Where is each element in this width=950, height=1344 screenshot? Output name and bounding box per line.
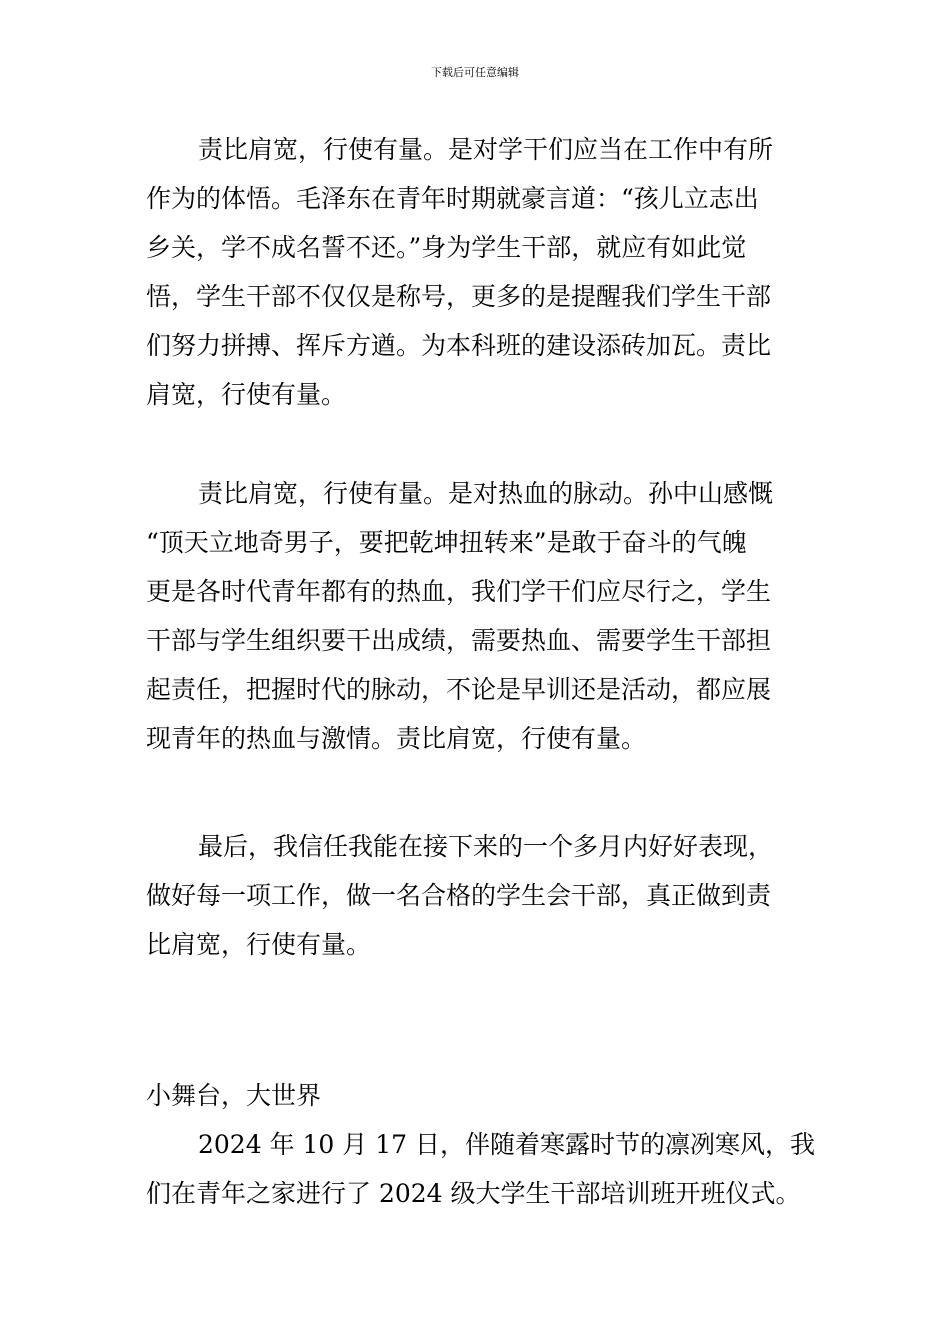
text-line: 们在青年之家进行了 2024 级大学生干部培训班开班仪式。: [146, 1179, 801, 1208]
text-line: 乡关，学不成名誓不还。”身为学生干部，就应有如此觉: [146, 233, 747, 262]
text-line: 责比肩宽，行使有量。是对学干们应当在工作中有所: [198, 135, 774, 164]
text-line: 更是各时代青年都有的热血，我们学干们应尽行之，学生: [146, 577, 772, 606]
text-line: 作为的体悟。毛泽东在青年时期就豪言道：“孩儿立志出: [146, 184, 759, 213]
text-line: 们努力拼搏、挥斥方遒。为本科班的建设添砖加瓦。责比: [146, 331, 772, 360]
text-line: 最后，我信任我能在接下来的一个多月内好好表现，: [198, 832, 774, 861]
paragraph-3: [146, 822, 810, 969]
text-line: “顶天立地奇男子，要把乾坤扭转来”是敢于奋斗的气魄: [146, 528, 747, 557]
section-block: [146, 1071, 815, 1218]
text-line: 干部与学生组织要干出成绩，需要热血、需要学生干部担: [146, 626, 772, 655]
text-line: 现青年的热血与激情。责比肩宽，行使有量。: [146, 724, 647, 753]
page-header: 下载后可任意编辑: [431, 66, 519, 79]
text-line: 肩宽，行使有量。: [146, 380, 347, 409]
text-line: 2024 年 10 月 17 日，伴随着寒露时节的凛冽寒风，我: [198, 1130, 815, 1159]
paragraph-1: [146, 125, 810, 419]
text-line: 起责任，把握时代的脉动，不论是早训还是活动，都应展: [146, 675, 772, 704]
section-title: 小舞台，大世界: [146, 1081, 322, 1110]
paragraph-2: [146, 469, 810, 763]
text-line: 责比肩宽，行使有量。是对热血的脉动。孙中山感慨: [198, 479, 774, 508]
text-line: 做好每一项工作，做一名合格的学生会干部，真正做到责: [146, 881, 772, 910]
text-line: 悟，学生干部不仅仅是称号，更多的是提醒我们学生干部: [146, 282, 772, 311]
text-line: 比肩宽，行使有量。: [146, 930, 372, 959]
